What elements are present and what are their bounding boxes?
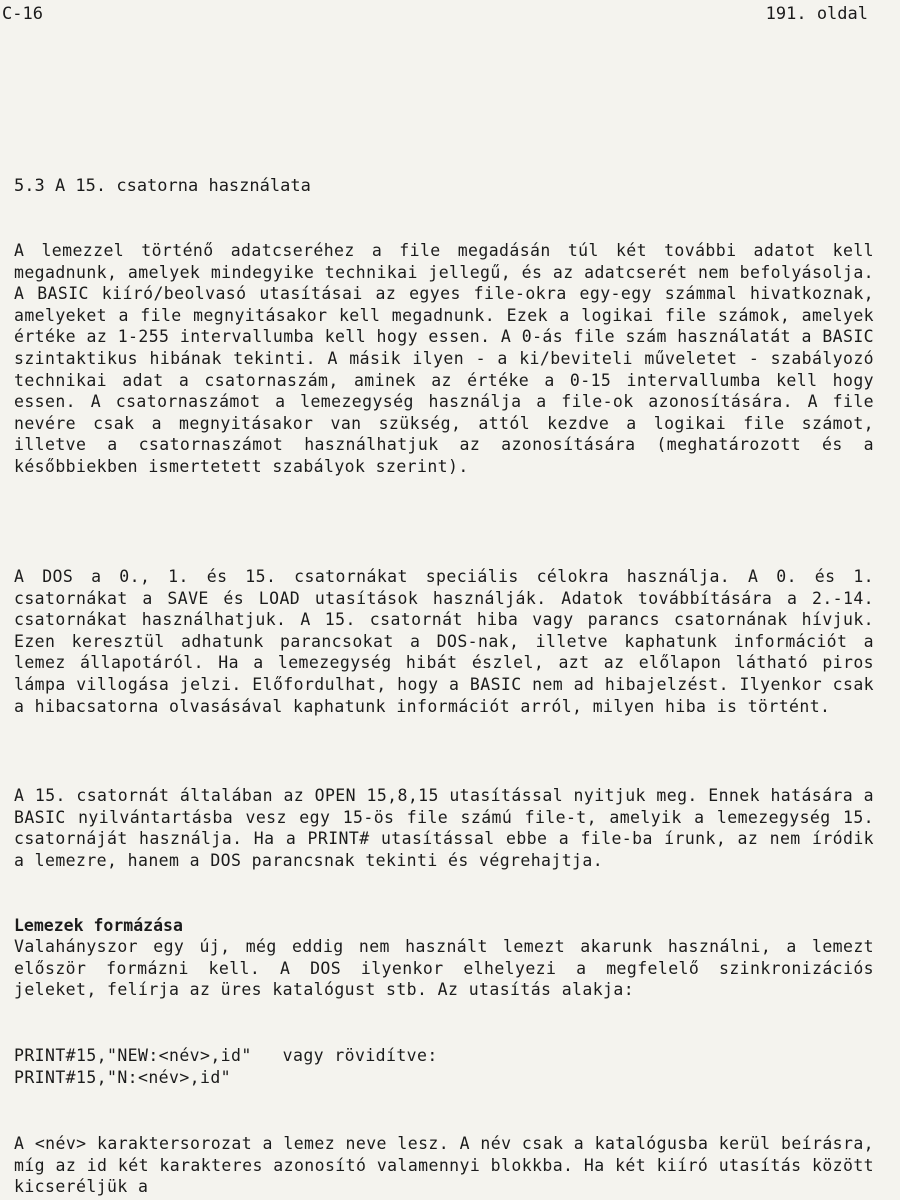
code-line: PRINT#15,"N:<név>,id" <box>14 1067 232 1087</box>
section-code: C-16 <box>2 4 43 24</box>
paragraph-open-channel-15: A 15. csatornát általában az OPEN 15,8,15 utasítással nyitjuk meg. Ennek hatására a BASIC nyilvántartásba vesz egy 15-ös file számú file-t, amelyik a lemezegység 15. csatornáját használja. Ha a PRINT# utasítással ebbe a file-ba írunk, az nem íródik a lemezre, hanem a DOS parancsnak tekinti és végrehajtja. <box>14 786 874 870</box>
code-line: PRINT#15,"NEW:<név>,id" vagy rövidítve: <box>14 1046 438 1065</box>
paragraph-dos-channels: A DOS a 0., 1. és 15. csatornákat speciális célokra használja. A 0. és 1. csatornákat a SAVE és LOAD utasítások használják. Adatok továbbítására a 2.-14. csatornákat használhatjuk. A 15. csatornát hiba vagy parancs csatornának hívjuk. Ezen keresztül adhatunk parancsokat a DOS-nak, illetve kaphatunk információt a lemez állapotáról. Ha a lemezegység hibát észlel, azt az előlapon látható piros lámpa villogása jelzi. Előfordulhat, hogy a BASIC nem ad hibajelzést. Ilyenkor csak a hibacsatorna olvasásával kaphatunk információt arról, milyen hiba is történt. <box>14 567 874 716</box>
page-number: 191. oldal <box>765 4 868 24</box>
section-title: 5.3 A 15. csatorna használata <box>14 176 311 196</box>
paragraph-logical-file-numbers: A lemezzel történő adatcseréhez a file megadásán túl két további adatot kell megadnunk, amelyek mindegyike technikai jellegű, és az adatcserét nem befolyásolja. A BASIC kiíró/beolvasó utasításai az egyes file-okra egy-egy számmal hivatkoznak, amelyeket a file megnyitásakor kell megadnunk. Ezek a logikai file számok, amelyek értéke az 1-255 intervallumba kell hogy essen. A 0-ás file szám használatát a BASIC szintaktikus hibának tekinti. A másik ilyen - a ki/beviteli műveletet - szabályozó technikai adat a csatornaszám, aminek az értéke a 0-15 intervallumba kell hogy essen. A csatornaszámot a lemezegység használja a file-ok azonosítására. A file nevére csak a megnyitásakor van szükség, attól kezdve a logikai file számot, illetve a csatornaszámot használhatjuk az azonosítására (meghatározott és a későbbiekben ismertetett szabályok szerint). <box>14 241 874 476</box>
subheading-disk-formatting: Lemezek formázása <box>14 916 183 935</box>
paragraph-disk-name: A <név> karaktersorozat a lemez neve lesz. A név csak a katalógusba kerül beírásra, míg az id két karakteres azonosító valamennyi blokkba. Ha két kiíró utasítás között kicseréljük a <box>14 1134 874 1197</box>
page-header <box>2 4 868 24</box>
paragraph-formatting: Valahányszor egy új, még eddig nem használt lemezt akarunk használni, a lemezt először formázni kell. A DOS ilyenkor elhelyezi a megfelelő szinkronizációs jeleket, felírja az üres katalógust stb. Az utasítás alakja: <box>14 937 874 1000</box>
code-block <box>14 1045 874 1088</box>
